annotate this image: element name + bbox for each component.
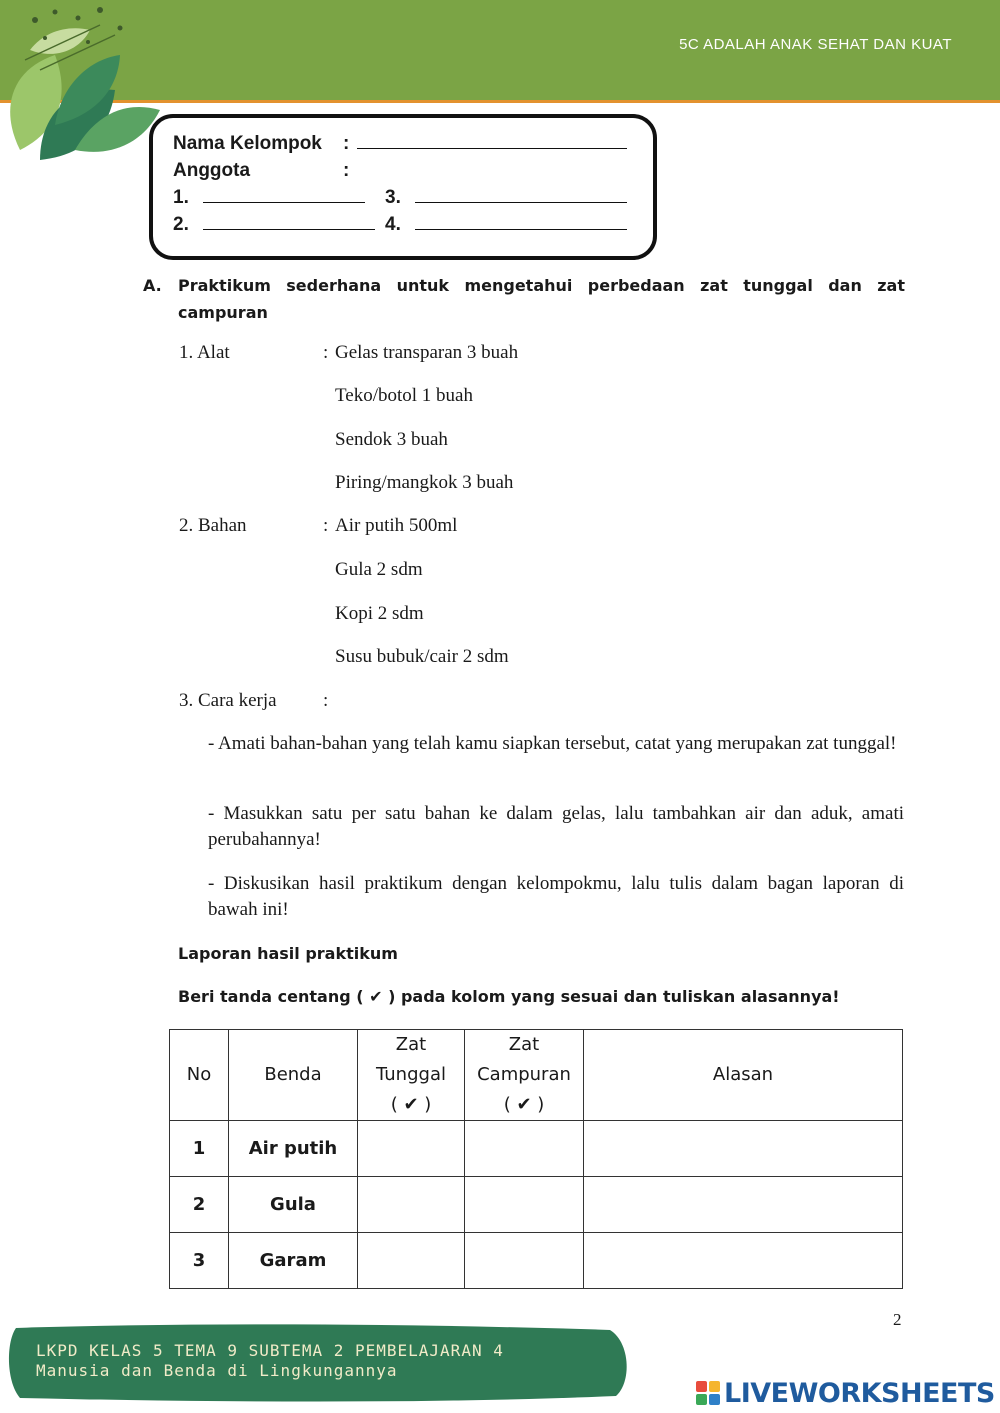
steps-colon: : — [323, 690, 329, 711]
report-heading: Laporan hasil praktikum — [178, 944, 398, 963]
liveworksheets-logo-icon — [696, 1381, 720, 1405]
member-4-field[interactable] — [415, 212, 627, 230]
members-colon: : — [343, 160, 350, 181]
liveworksheets-logo[interactable] — [696, 1376, 995, 1410]
members-label: Anggota — [173, 160, 251, 181]
row-no: 1 — [170, 1121, 229, 1177]
header-mixture-line-2: Campuran — [477, 1064, 571, 1085]
header-title: 5C ADALAH ANAK SEHAT DAN KUAT — [679, 36, 952, 53]
members-row — [173, 158, 250, 184]
materials-colon: : — [323, 515, 329, 536]
section-a-title: Praktikum sederhana untuk mengetahui perbedaan zat tunggal dan zat campuran — [178, 276, 905, 322]
step-item: - Masukkan satu per satu bahan ke dalam gelas, lalu tambahkan air dan aduk, amati perubahannya! — [208, 803, 904, 850]
steps-label: 3. Cara kerja — [179, 690, 277, 711]
report-table — [169, 1029, 903, 1289]
table-header-row — [170, 1030, 903, 1121]
table-row — [170, 1121, 903, 1177]
tool-item: Sendok 3 buah — [335, 429, 448, 450]
group-name-field[interactable] — [357, 131, 627, 149]
header-no: No — [170, 1030, 229, 1121]
header-reason: Alasan — [584, 1030, 903, 1121]
member-slot-1-label: 1. — [173, 187, 189, 208]
page-number: 2 — [893, 1310, 902, 1329]
tool-item: Gelas transparan 3 buah — [335, 342, 519, 363]
footer-line-1: LKPD KELAS 5 TEMA 9 SUBTEMA 2 PEMBELAJARAN 4 — [36, 1341, 504, 1360]
header-item: Benda — [229, 1030, 358, 1121]
member-2-field[interactable] — [203, 212, 375, 230]
row-item: Air putih — [229, 1121, 358, 1177]
group-info-box — [149, 114, 657, 260]
header-mixture-line-1: Zat — [508, 1034, 540, 1055]
header-mixture — [465, 1030, 584, 1121]
member-slot-3-label: 3. — [385, 187, 401, 208]
footer-line-2: Manusia dan Benda di Lingkungannya — [36, 1361, 398, 1380]
material-item: Susu bubuk/cair 2 sdm — [335, 646, 509, 667]
single-check-cell[interactable] — [358, 1177, 465, 1233]
member-slot-2-label: 2. — [173, 214, 189, 235]
section-a-letter: A. — [143, 276, 162, 295]
reason-cell[interactable] — [584, 1121, 903, 1177]
member-1-field[interactable] — [203, 185, 365, 203]
materials-label: 2. Bahan — [179, 515, 247, 536]
table-row — [170, 1233, 903, 1289]
report-instruction: Beri tanda centang ( ✔ ) pada kolom yang sesuai dan tuliskan alasannya! — [178, 987, 840, 1006]
material-item: Gula 2 sdm — [335, 559, 423, 580]
tools-label: 1. Alat — [179, 342, 230, 363]
liveworksheets-logo-text: LIVEWORKSHEETS — [724, 1377, 995, 1409]
step-item: - Diskusikan hasil praktikum dengan kelompokmu, lalu tulis dalam bagan laporan di bawah ini! — [208, 873, 904, 920]
member-3-field[interactable] — [415, 185, 627, 203]
material-item: Air putih 500ml — [335, 515, 458, 536]
row-item: Garam — [229, 1233, 358, 1289]
header-single-line-2: Tunggal — [376, 1064, 446, 1085]
tools-colon: : — [323, 342, 329, 363]
table-row — [170, 1177, 903, 1233]
reason-cell[interactable] — [584, 1233, 903, 1289]
mixture-check-cell[interactable] — [465, 1233, 584, 1289]
row-no: 3 — [170, 1233, 229, 1289]
header-single-line-3: ( ✔ ) — [390, 1094, 432, 1115]
group-name-colon: : — [343, 133, 350, 154]
mixture-check-cell[interactable] — [465, 1121, 584, 1177]
single-check-cell[interactable] — [358, 1121, 465, 1177]
group-name-label: Nama Kelompok — [173, 133, 322, 154]
header-mixture-line-3: ( ✔ ) — [503, 1094, 545, 1115]
section-a-heading — [143, 272, 905, 326]
reason-cell[interactable] — [584, 1177, 903, 1233]
tool-item: Teko/botol 1 buah — [335, 385, 473, 406]
member-slot-4-label: 4. — [385, 214, 401, 235]
row-no: 2 — [170, 1177, 229, 1233]
step-item: - Amati bahan-bahan yang telah kamu siapkan tersebut, catat yang merupakan zat tunggal! — [208, 733, 897, 754]
mixture-check-cell[interactable] — [465, 1177, 584, 1233]
single-check-cell[interactable] — [358, 1233, 465, 1289]
material-item: Kopi 2 sdm — [335, 603, 424, 624]
tool-item: Piring/mangkok 3 buah — [335, 472, 514, 493]
header-single-substance — [358, 1030, 465, 1121]
row-item: Gula — [229, 1177, 358, 1233]
header-single-line-1: Zat — [395, 1034, 427, 1055]
leaf-decoration-icon — [0, 0, 170, 170]
group-name-row — [173, 131, 322, 157]
